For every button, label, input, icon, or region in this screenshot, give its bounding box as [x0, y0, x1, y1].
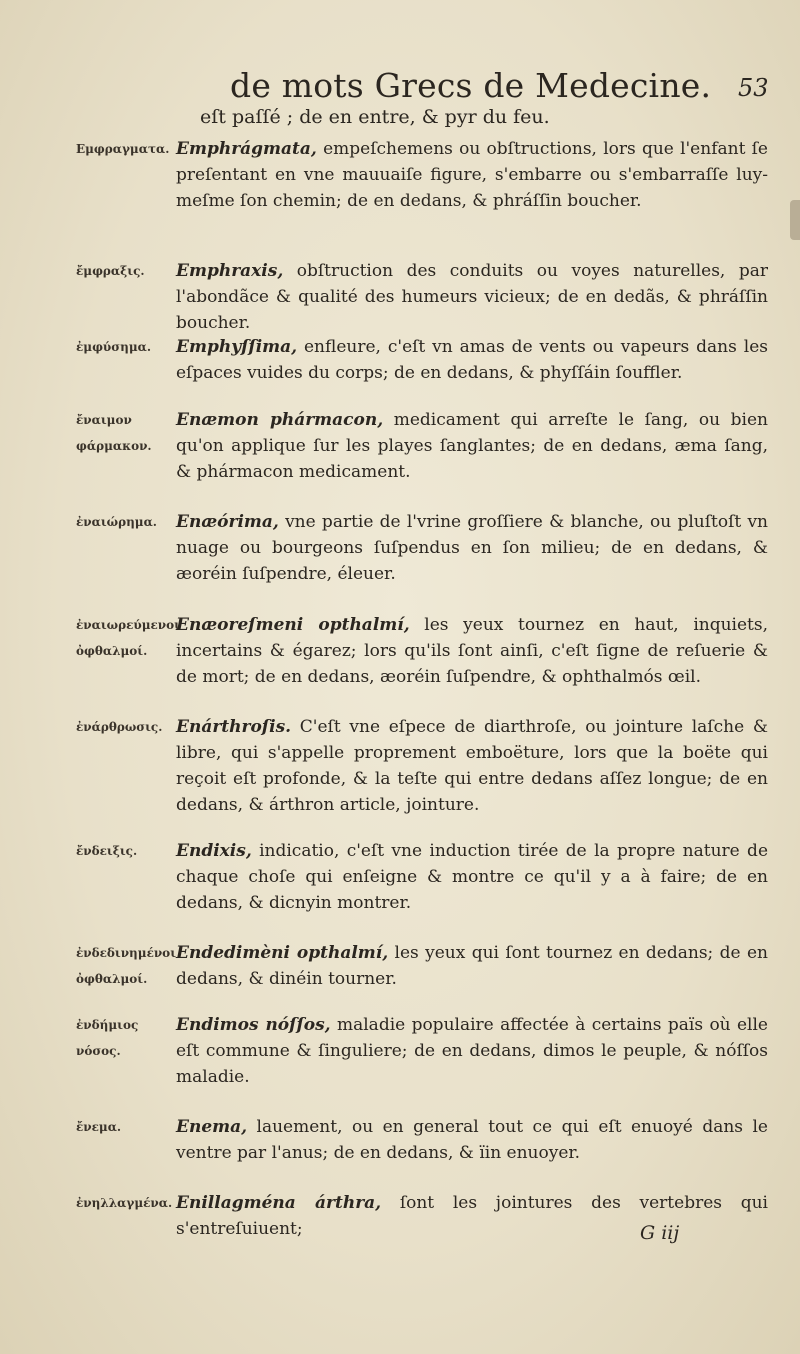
lemma: Enárthroſis.	[176, 717, 292, 737]
definition: C'eſt vne eſpece de diarthroſe, ou jointure laſche & libre, qui s'appelle proprement emboëture, lors que la boëte qui reçoit eſt profonde, & la teſte qui entre dedans aſſez longue; de en dedans, & árthron article, jointure.	[176, 717, 768, 815]
lemma: Enillagména árthra,	[176, 1193, 382, 1213]
entry-body	[176, 136, 768, 214]
greek-headword: ἐνηλλαγμένα.	[76, 1196, 173, 1210]
lemma: Enæmon phármacon,	[176, 410, 384, 430]
definition: ſont les jointures des vertebres qui s'entreſuiuent;	[176, 1193, 768, 1239]
greek-headword: ἐμφύσημα.	[76, 340, 152, 354]
definition: medicament qui arreſte le ſang, ou bien qu'on applique ſur les playes ſanglantes; de en dedans, æma ſang, & phármacon medicament.	[176, 410, 768, 482]
greek-headword: ἔνεμα.	[76, 1120, 122, 1134]
entry-body	[176, 509, 768, 587]
entry-body	[176, 334, 768, 386]
lemma: Endedimèni opthalmí,	[176, 943, 389, 963]
entry-body	[176, 940, 768, 992]
entry-body	[176, 407, 768, 485]
entry-body	[176, 1114, 768, 1166]
lemma: Emphraxis,	[176, 261, 284, 281]
entry-body	[176, 838, 768, 916]
greek-headword: ἐναιωρεύμενοι ὀφθαλμοί.	[76, 618, 180, 658]
lemma: Emphyſſima,	[176, 337, 298, 357]
lemma: Endixis,	[176, 841, 252, 861]
lemma: Enema,	[176, 1117, 248, 1137]
greek-headword: ἐνδεδινημένοι ὀφθαλμοί.	[76, 946, 176, 986]
greek-headword: Εμφραγματα.	[76, 142, 170, 156]
definition: empeſchemens ou obſtructions, lors que l'enfant ſe preſentant en vne mauuaiſe figure, s'embarre ou s'embarraſſe luy-meſme ſon chemin; de en dedans, & phráſſin boucher.	[176, 139, 768, 211]
entry-body	[176, 258, 768, 336]
definition: obſtruction des conduits ou voyes naturelles, par l'abondãce & qualité des humeurs vicieux; de en dedãs, & phráſſin boucher.	[176, 261, 768, 333]
definition: indicatio, c'eſt vne induction tirée de la propre nature de chaque choſe qui enſeigne & montre ce qu'il y a à faire; de en dedans, & dicnyin montrer.	[176, 841, 768, 913]
page-edge-tab	[790, 200, 800, 240]
definition: enfleure, c'eſt vn amas de vents ou vapeurs dans les eſpaces vuides du corps; de en dedans, & phyſſáin ſouffler.	[176, 337, 768, 383]
greek-headword: ἔμφραξις.	[76, 264, 145, 278]
definition: maladie populaire affectée à certains païs où elle eſt commune & ſinguliere; de en dedans, dimos le peuple, & nóſſos maladie.	[176, 1015, 768, 1087]
entry-body	[176, 1012, 768, 1090]
greek-headword: ἔναιμον φάρμακον.	[76, 413, 152, 453]
signature-mark: G iij	[640, 1222, 680, 1244]
greek-headword: ἔνδειξις.	[76, 844, 138, 858]
continuation-line: eſt paſſé ; de en entre, & pyr du feu.	[200, 106, 550, 128]
definition: les yeux qui ſont tournez en dedans; de en dedans, & dinéin tourner.	[176, 943, 768, 989]
lemma: Enæoreſmeni opthalmí,	[176, 615, 410, 635]
definition: lauement, ou en general tout ce qui eſt enuoyé dans le ventre par l'anus; de en dedans, & ïin enuoyer.	[176, 1117, 768, 1163]
lemma: Enæórima,	[176, 512, 279, 532]
definition: les yeux tournez en haut, inquiets, incertains & égarez; lors qu'ils ſont ainſi, c'eſt ſigne de reſuerie & de mort; de en dedans, æoréin ſuſpendre, & ophthalmós œil.	[176, 615, 768, 687]
entry-body	[176, 612, 768, 690]
entry-body	[176, 714, 768, 818]
lemma: Endimos nóſſos,	[176, 1015, 331, 1035]
definition: vne partie de l'vrine groſſiere & blanche, ou pluſtoſt vn nuage ou bourgeons ſuſpendus en ſon milieu; de en dedans, & æoréin ſuſpendre, éleuer.	[176, 512, 768, 584]
greek-headword: ἐναιώρημα.	[76, 515, 157, 529]
lemma: Emphrágmata,	[176, 139, 317, 159]
running-head: de mots Grecs de Medecine.	[230, 66, 712, 105]
greek-headword: ἐνάρθρωσις.	[76, 720, 163, 734]
page-number: 53	[738, 74, 769, 102]
greek-headword: ἐνδήμιος νόσος.	[76, 1018, 139, 1058]
